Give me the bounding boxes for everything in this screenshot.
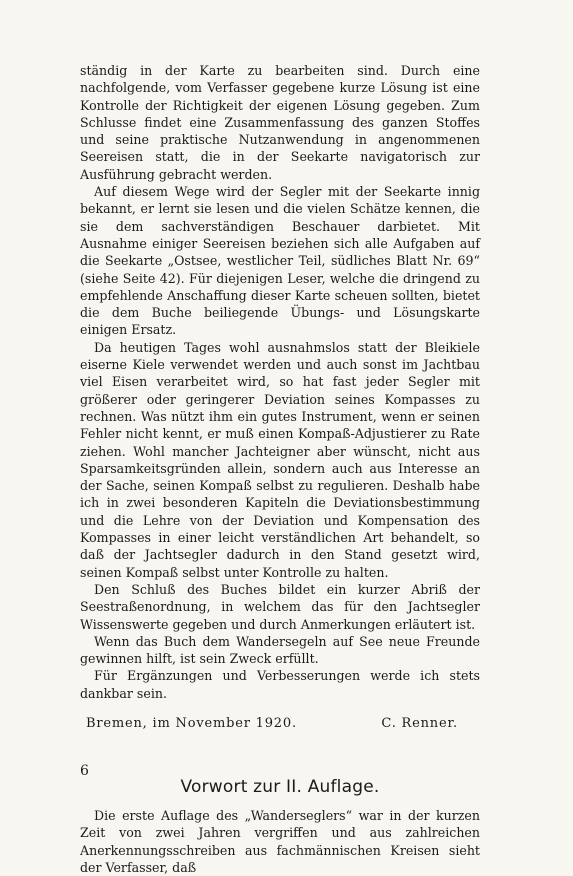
paragraph-seestrassenordnung: Den Schluß des Buches bildet ein kurzer Abriß der Seestraßenordnung, in welchem das für den Jachtsegler Wissenswerte gegeben und durch Anmerkungen erläutert ist. [80, 581, 480, 632]
page-body [80, 62, 480, 876]
paragraph-deviation: Da heutigen Tages wohl ausnahmslos statt der Bleikiele eiserne Kiele verwendet werden und auch sonst im Jachtbau viel Eisen verarbeitet wird, so hat fast jeder Segler mit größerer oder geringerer Deviation seines Kompasses zu rechnen. Was nützt ihm ein gutes Instrument, wenn er seinen Fehler nicht kennt, er muß einen Kompaß-Adjustierer zu Rate ziehen. Wohl mancher Jachteigner aber wünscht, nicht aus Sparsamkeitsgründen allein, sondern auch aus Interesse an der Sache, seinen Kompaß selbst zu regulieren. Deshalb habe ich in zwei besonderen Kapiteln die Deviationsbestimmung und die Lehre von der Deviation und Kompensation des Kompasses in einer leicht verständlichen Art behandelt, so daß der Jachtsegler dadurch in den Stand gesetzt wird, seinen Kompaß selbst unter Kontrolle zu halten. [80, 339, 480, 580]
signature-line [80, 716, 480, 731]
paragraph-dank: Für Ergänzungen und Verbesserungen werde ich stets dankbar sein. [80, 668, 480, 701]
paragraph-zweck: Wenn das Buch dem Wandersegeln auf See neue Freunde gewinnen hilft, ist sein Zweck erfüllt. [80, 633, 480, 667]
signature-author: C. Renner. [381, 715, 458, 731]
signature-place-date: Bremen, im November 1920. [86, 715, 297, 731]
section-heading: Vorwort zur II. Auflage. [180, 776, 380, 797]
page-number: 6 [80, 763, 89, 779]
paragraph-second-edition: Die erste Auflage des „Wanderseglers“ war in der kurzen Zeit von zwei Jahren vergriffen und aus zahlreichen Anerkennungsschreiben aus fachmännischen Kreisen sieht der Verfasser, daß [80, 807, 480, 875]
paragraph-seekarte: Auf diesem Wege wird der Segler mit der Seekarte innig bekannt, er lernt sie lesen und die vielen Schätze kennen, die sie dem sachverständigen Beschauer darbietet. Mit Ausnahme einiger Seereisen beziehen sich alle Aufgaben auf die Seekarte „Ostsee, westlicher Teil, südliches Blatt Nr. 69“ (siehe Seite 42). Für diejenigen Leser, welche die dringend zu empfehlende Anschaffung dieser Karte scheuen sollten, bietet die dem Buche beiliegende Übungs- und Lösungskarte einigen Ersatz. [80, 184, 480, 338]
paragraph-continuation: ständig in der Karte zu bearbeiten sind. Durch eine nachfolgende, vom Verfasser gegebene kurze Lösung ist eine Kontrolle der Richtigkeit der eigenen Lösung gegeben. Zum Schlusse findet eine Zusammenfassung des ganzen Stoffes und seine praktische Nutzanwendung in angenommenen Seereisen statt, die in der Seekarte navigatorisch zur Ausführung gebracht werden. [80, 63, 480, 182]
